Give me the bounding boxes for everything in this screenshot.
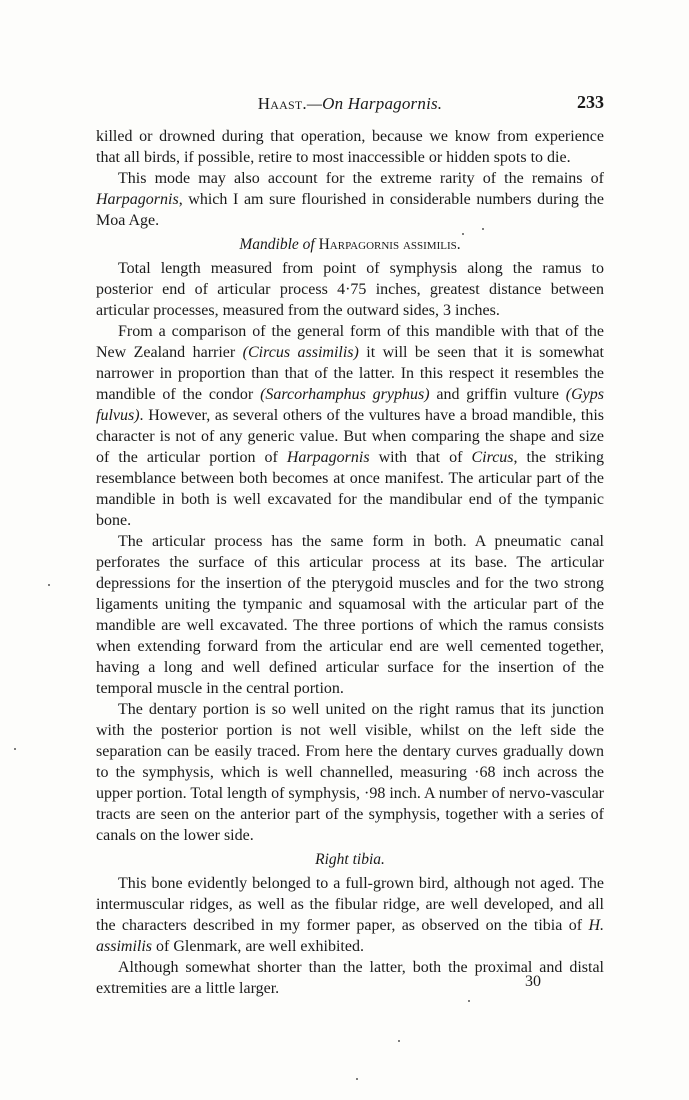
paragraph-8: Although somewhat shorter than the latter, both the proximal and distal extremities are a little larger. xyxy=(96,959,604,997)
scan-speck xyxy=(356,1078,358,1080)
heading-italic: Mandible of xyxy=(239,236,315,253)
paragraph-2 xyxy=(96,168,604,231)
paragraph-1: killed or drowned during that operation, because we know from experience that all birds, if possible, retire to most inaccessible or hidden spots to die. xyxy=(96,128,604,166)
scan-speck xyxy=(398,1040,400,1042)
running-header xyxy=(96,94,604,118)
paragraph-3: Total length measured from point of symphysis along the ramus to posterior end of articular process 4·75 inches, greatest distance between articular processes, measured from the outward sides, 3 inches. xyxy=(96,260,604,319)
p4-d: (Sarcorhamphus gryphus) xyxy=(260,386,430,403)
section-heading-mandible xyxy=(96,234,604,255)
paragraph-5: The articular process has the same form in both. A pneumatic canal perforates the surface of this articular process at its base. The articular depressions for the insertion of the pterygoid muscles and for the two strong ligaments uniting the tympanic and squamosal with the articular part of the mandible are well excavated. The three portions of which the ramus consists when extending forward from the articular end are well cemented together, having a long and well defined articular surface for the insertion of the temporal muscle in the central portion. xyxy=(96,533,604,697)
scan-speck xyxy=(48,584,50,586)
paragraph-7 xyxy=(96,873,604,957)
p4-c: it will be seen that it is somewhat narrower in proportion than that of the latter. In this respect it resembles the mandible of the condor xyxy=(96,344,605,403)
scan-speck xyxy=(468,1000,470,1002)
p4-e: and griffin vulture xyxy=(429,386,566,403)
p4-j: Circus xyxy=(471,449,514,466)
p4-k: , the striking resemblance between both becomes at once manifest. The articular part of the mandible in both is well excavated for the mandibular end of the tympanic bone. xyxy=(96,449,605,529)
body-text xyxy=(96,126,604,999)
p7-a: This bone evidently belonged to a full-grown bird, although not aged. The intermuscular ridges, as well as the fibular ridge, are well developed, and all the characters described in my former paper, as observed on the tibia of xyxy=(96,875,604,934)
scan-speck xyxy=(482,228,484,230)
p4-g: . However, as several others of the vultures have a broad mandible, this character is not of any generic value. But when comparing the shape and size of the articular portion of xyxy=(96,407,604,466)
p2-text-a: This mode may also account for the extreme rarity of the remains of xyxy=(118,170,604,187)
page-number: 233 xyxy=(577,92,604,112)
p2-italic: Harpagornis xyxy=(96,191,179,208)
paragraph-6: The dentary portion is so well united on the right ramus that its junction with the posterior portion is not well visible, whilst on the left side the separation can be easily traced. From here the dentary curves gradually down to the symphysis, which is well channelled, measuring ·68 inch across the upper portion. Total length of symphysis, ·98 inch. A number of nervo-vascular tracts are seen on the anterior part of the symphysis, together with a series of canals on the lower side. xyxy=(96,701,604,844)
p4-b: (Circus assimilis) xyxy=(242,344,359,361)
section-heading-tibia: Right tibia. xyxy=(315,851,385,868)
p7-b: H. assimilis xyxy=(96,917,604,955)
scan-speck xyxy=(14,748,16,750)
p7-c: of Glenmark, are well exhibited. xyxy=(152,938,364,955)
paragraph-4 xyxy=(96,321,604,531)
p4-a: From a comparison of the general form of this mandible with that of the New Zealand harrier xyxy=(96,323,604,361)
heading-species-name: Harpagornis assimilis. xyxy=(318,236,461,253)
p4-f: (Gyps fulvus) xyxy=(96,386,605,424)
author-name: Haast. xyxy=(257,94,307,113)
p2-text-b: , which I am sure flourished in considerable numbers during the Moa Age. xyxy=(96,191,604,229)
running-title xyxy=(96,94,604,114)
signature-mark: 30 xyxy=(525,973,541,990)
scan-speck xyxy=(462,233,464,235)
p4-h: Harpagornis xyxy=(286,449,370,466)
title-rest: —On Harpagornis. xyxy=(306,94,443,113)
p4-i: with that of xyxy=(369,449,472,466)
